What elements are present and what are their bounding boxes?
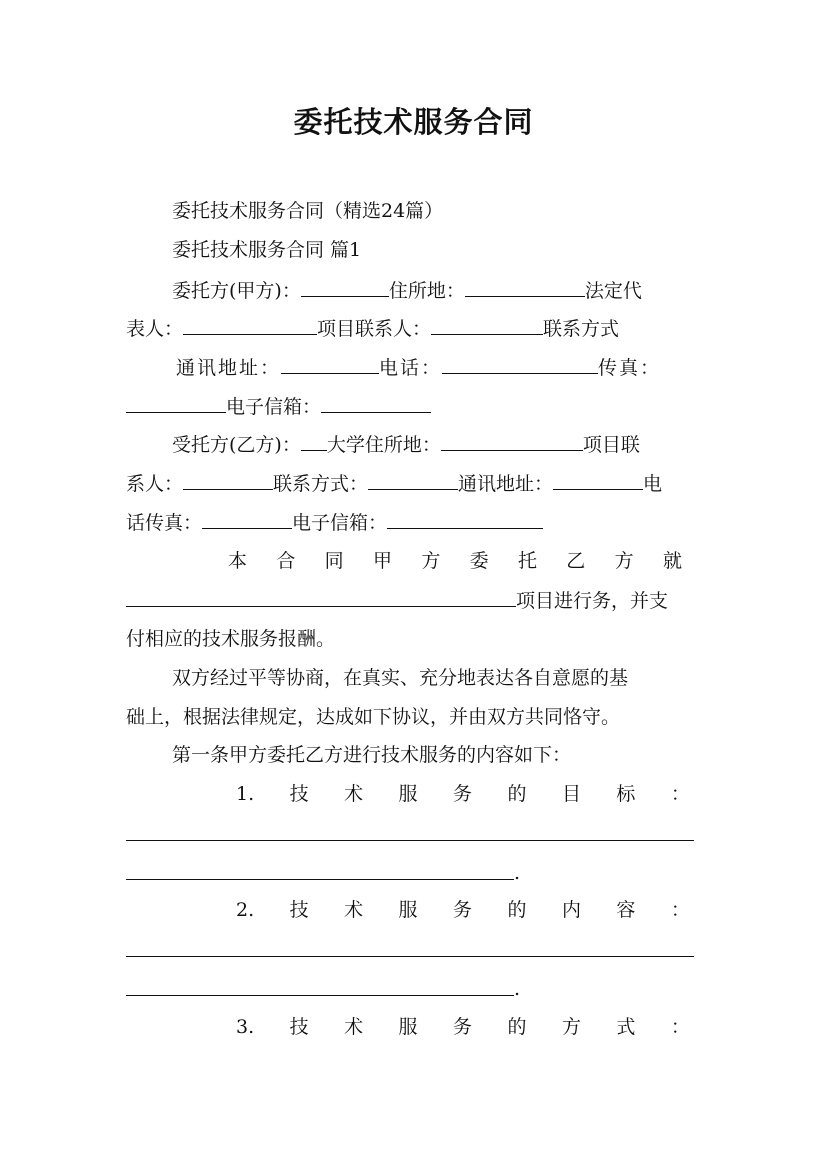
item-service-goal: 1. 技 术 服 务 的 目 标 ： <box>236 783 690 805</box>
party-a-line: 委托方(甲方)： 住所地： 法定代 <box>172 280 642 302</box>
party-b-line: 受托方(乙方)： 大学住所地： 项目联 <box>172 434 640 456</box>
blank-rule <box>126 995 514 996</box>
period-mark: . <box>514 862 521 884</box>
item-service-method: 3. 技 术 服 务 的 方 式 ： <box>236 1016 690 1038</box>
contract-purpose-line: 本 合 同 甲 方 委 托 乙 方 就 <box>228 550 682 572</box>
blank-rule <box>126 956 694 957</box>
party-a-address-line: 通讯地址： 电话： 传真： <box>176 357 662 379</box>
section-heading: 委托技术服务合同 篇1 <box>172 239 362 261</box>
blank-rule <box>126 840 694 841</box>
document-title: 委托技术服务合同 <box>293 105 534 139</box>
item-service-content: 2. 技 术 服 务 的 内 容 ： <box>236 899 690 921</box>
party-b-fax-line: 话传真： 电子信箱： <box>126 510 543 535</box>
period-mark: . <box>514 978 521 1000</box>
subtitle-line: 委托技术服务合同（精选24篇） <box>172 200 444 222</box>
payment-line: 付相应的技术服务报酬。 <box>126 628 336 650</box>
blank-rule <box>126 879 514 880</box>
project-line: 项目进行务，并支 <box>126 588 668 613</box>
agreement-line-2: 础上，根据法律规定，达成如下协议，并由双方共同恪守。 <box>126 706 621 728</box>
party-a-email-line: 电子信箱： <box>126 394 431 419</box>
party-b-contact-line: 系人： 联系方式： 通讯地址： 电 <box>126 473 663 495</box>
agreement-line-1: 双方经过平等协商，在真实、充分地表达各自意愿的基 <box>172 667 629 689</box>
party-a-rep-line: 表人： 项目联系人： 联系方式 <box>126 318 620 340</box>
article-one-heading: 第一条甲方委托乙方进行技术服务的内容如下： <box>172 744 572 766</box>
